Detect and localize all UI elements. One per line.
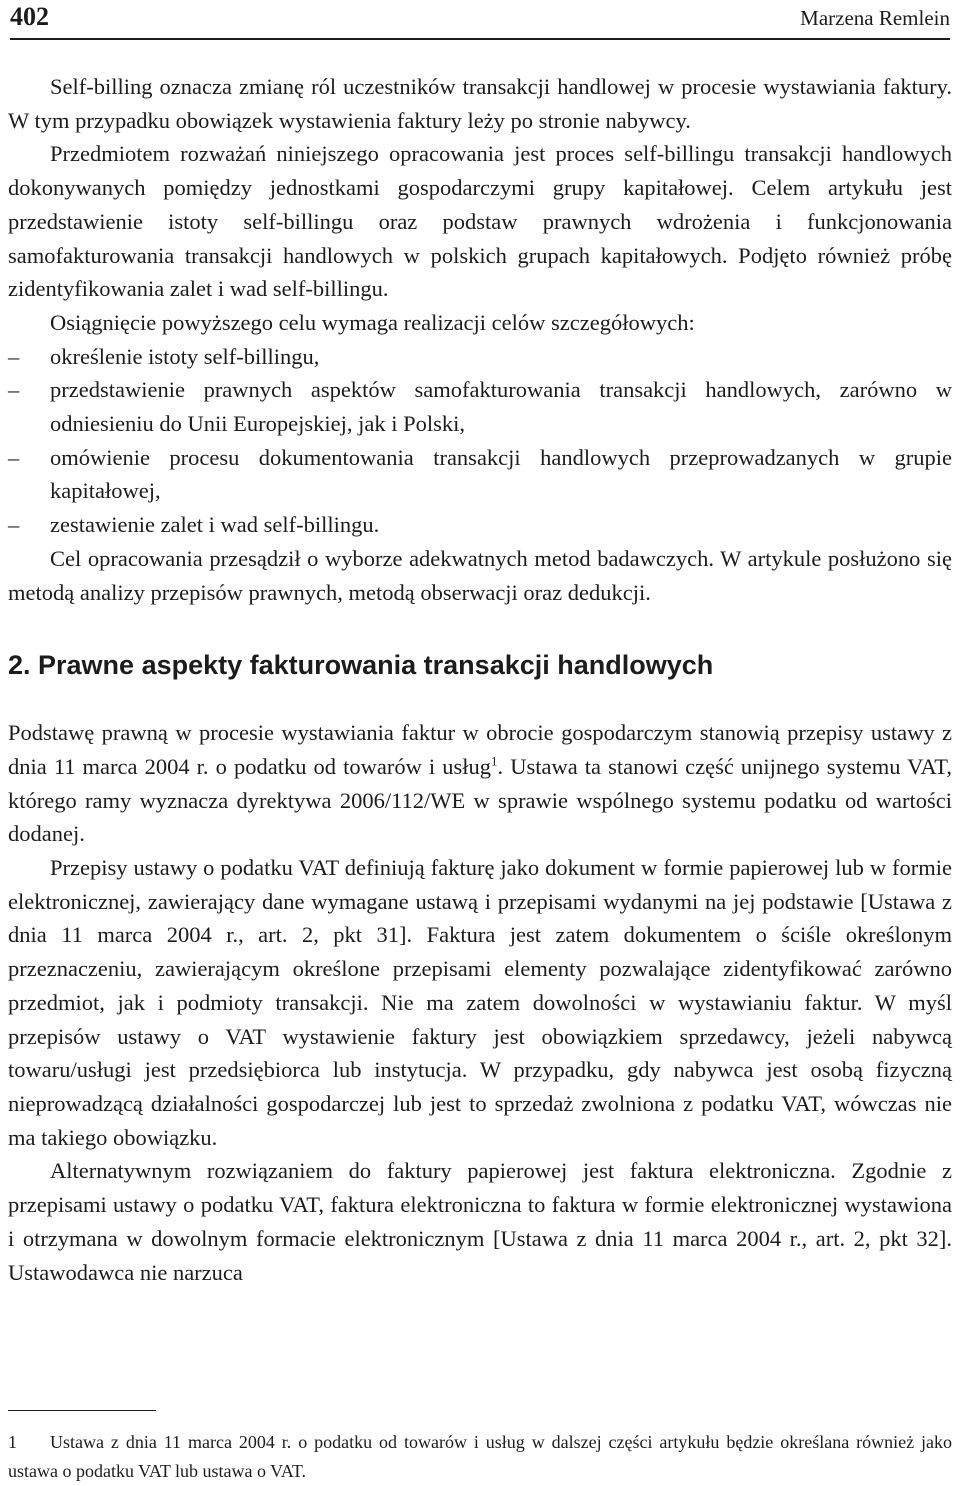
article-body — [8, 70, 952, 1289]
list-dash: – — [8, 343, 20, 369]
footnote — [8, 1428, 952, 1486]
page-number: 402 — [10, 2, 49, 31]
list-item — [8, 373, 952, 440]
list-item — [8, 508, 952, 542]
paragraph-specific-goals-intro: Osiągnięcie powyższego celu wymaga realizacji celów szczegółowych: — [50, 309, 695, 335]
list-item-text: zestawienie zalet i wad self-billingu. — [50, 512, 380, 538]
footnote-separator — [8, 1410, 156, 1411]
list-dash: – — [8, 444, 20, 470]
legal-basis-text: Podstawę prawną w procesie wystawiania faktur w obrocie gospodarczym stanowią przepisy ustawy z dnia 11 marca 2004 r. o podatku od towarów i usług — [8, 720, 952, 779]
footnote-reference[interactable]: 1 — [491, 753, 498, 769]
running-head — [10, 0, 950, 40]
list-item-text: określenie istoty self-billingu, — [50, 343, 320, 369]
list-item-text: omówienie procesu dokumentowania transakcji handlowych przeprowadzanych w grupie kapitałowej, — [50, 444, 952, 504]
paragraph-self-billing-definition: Self-billing oznacza zmianę ról uczestników transakcji handlowej w procesie wystawiania faktury. W tym przypadku obowiązek wystawienia faktury leży po stronie nabywcy. — [8, 74, 952, 133]
list-dash: – — [8, 377, 20, 403]
paragraph-research-methods: Cel opracowania przesądził o wyborze adekwatnych metod badawczych. W artykule posłużono się metodą analizy przepisów prawnych, metodą obserwacji oraz dedukcji. — [8, 545, 952, 605]
list-dash: – — [8, 512, 20, 538]
list-item-text: przedstawienie prawnych aspektów samofakturowania transakcji handlowych, zarówno w odniesieniu do Unii Europejskiej, jak i Polski, — [50, 377, 952, 437]
running-head-author: Marzena Remlein — [800, 6, 950, 30]
paragraph-legal-basis — [8, 716, 952, 851]
footnote-text: Ustawa z dnia 11 marca 2004 r. o podatku od towarów i usług w dalszej części artykułu będzie określana również jako ustawa o podatku VAT lub ustawa o VAT. — [8, 1432, 952, 1481]
list-item — [8, 441, 952, 508]
paragraph-invoice-definition: Przepisy ustawy o podatku VAT definiują fakturę jako dokument w formie papierowej lub w formie elektronicznej, zawierający dane wymagane ustawą i przepisami wydanymi na jej podstawie [Ustawa z dnia 11 marca 2004 r., art. 2, pkt 31]. Faktura jest zatem dokumentem o ściśle określonym przeznaczeniu, zawierającym określone przepisami elementy pozwalające zidentyfikować zarówno przedmiot, jak i podmioty transakcji. Nie ma zatem dowolności w wystawianiu faktur. W myśl przepisów ustawy o VAT wystawienie faktury jest obowiązkiem sprzedawcy, jeżeli nabywcą towaru/usługi jest przedsiębiorca lub instytucja. W przypadku, gdy nabywca jest osobą fizyczną nieprowadzącą działalności gospodarczej lub jest to sprzedaż zwolniona z podatku VAT, wówczas nie ma takiego obowiązku. — [8, 855, 952, 1150]
section-heading: 2. Prawne aspekty fakturowania transakcji handlowych — [8, 650, 714, 681]
legal-basis-text-continued: . Ustawa ta stanowi część unijnego systemu VAT, którego ramy wyznacza dyrektywa 2006/112/WE w sprawie wspólnego systemu podatku od wartości dodanej. — [8, 753, 952, 847]
paragraph-article-aim: Przedmiotem rozważań niniejszego opracowania jest proces self-billingu transakcji handlowych dokonywanych pomiędzy jednostkami gospodarczymi grupy kapitałowej. Celem artykułu jest przedstawienie istoty self-billingu oraz podstaw prawnych wdrożenia i funkcjonowania samofakturowania transakcji handlowych w polskich grupach kapitałowych. Podjęto również próbę zidentyfikowania zalet i wad self-billingu. — [8, 141, 952, 302]
specific-goals-list — [8, 340, 952, 542]
paragraph-electronic-invoice: Alternatywnym rozwiązaniem do faktury papierowej jest faktura elektroniczna. Zgodnie z przepisami ustawy o podatku VAT, faktura elektroniczna to faktura w formie elektronicznej wystawiona i otrzymana w dowolnym formacie elektronicznym [Ustawa z dnia 11 marca 2004 r., art. 2, pkt 32]. Ustawodawca nie narzuca — [8, 1158, 952, 1285]
footnote-number: 1 — [8, 1432, 17, 1452]
list-item — [8, 340, 952, 374]
